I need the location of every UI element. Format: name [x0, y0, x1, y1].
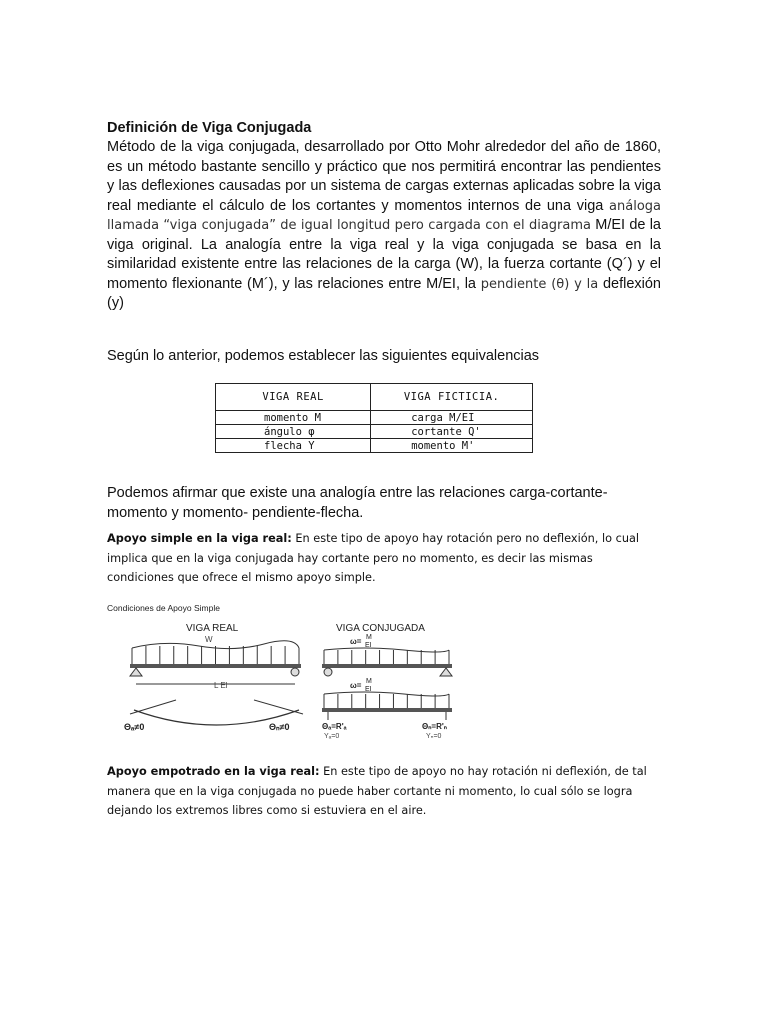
intro-text-1: Método de la viga conjugada, desarrollado por Otto Mohr alrededor del año de 1860, es un método bastante sencillo y práctico que nos permitirá encontrar las pendientes y las deflexiones causadas por un sistema de cargas externas aplicadas sobre la viga real mediante el cálculo de los cortantes y momentos internos de una viga [107, 139, 661, 214]
table-cell: cortante Q' [371, 425, 533, 439]
table-cell: carga M/EI [371, 411, 533, 425]
deflection-right-label: Yₙ=0 [426, 733, 442, 740]
load-w-label: W [205, 635, 213, 644]
table-cell: ángulo φ [216, 425, 371, 439]
fixed-support-label: Apoyo empotrado en la viga real: [107, 765, 320, 778]
table-cell: momento M' [371, 439, 533, 453]
table-cell: momento M [216, 411, 371, 425]
conjugate-support-right-top [440, 668, 452, 676]
reaction-left-label: Θₐ=R'ₐ [322, 722, 347, 731]
real-support-right [291, 668, 299, 676]
table-header-fictitious: VIGA FICTICIA. [371, 384, 533, 411]
table-cell: flecha Y [216, 439, 371, 453]
equivalence-intro: Según lo anterior, podemos establecer las siguientes equivalencias [107, 348, 540, 364]
m-label-top: M [366, 634, 372, 641]
table-row [216, 411, 533, 425]
simple-support-label: Apoyo simple en la viga real: [107, 532, 292, 545]
conjugate-load-bottom [324, 692, 449, 708]
conjugate-beam-label: VIGA CONJUGADA [336, 623, 425, 634]
simple-support-figure [104, 600, 464, 745]
conjugate-beam-bar-top [322, 664, 452, 668]
table-row [216, 425, 533, 439]
fixed-support-text: En este tipo de apoyo no hay rotación ni deflexión, de tal manera que en la viga conjugada no puede haber cortante ni momento, lo cual sólo se logra dejando los extremos libres como si estuviera en el aire. [107, 765, 647, 817]
conjugate-beam-bar-bottom [322, 708, 452, 712]
intro-paragraph [107, 138, 661, 314]
reaction-right-label: Θₙ=R'ₙ [422, 722, 447, 731]
real-load-ticks [146, 646, 285, 664]
tangent-right [254, 700, 303, 714]
intro-text-2: análoga llamada “viga conjugada” de igual longitud pero cargada con el diagrama [107, 198, 661, 233]
theta-right-label: Θₙ≠0 [269, 722, 290, 732]
conjugate-load-top [324, 648, 449, 664]
tangent-left [130, 700, 176, 714]
conjugate-load-ticks-bottom [338, 694, 435, 708]
ei-label-top: EI [365, 642, 372, 649]
m-label-bottom: M [366, 678, 372, 685]
intro-text-4: pendiente (θ) y la [480, 276, 599, 292]
intro-text-5: deflexión (y) [107, 275, 661, 311]
real-beam-label: VIGA REAL [186, 623, 239, 634]
fixed-support-note [107, 762, 662, 821]
table-header-real: VIGA REAL [216, 384, 371, 411]
simple-support-text: En este tipo de apoyo hay rotación pero no deflexión, lo cual implica que en la viga conjugada hay cortante pero no momento, es decir las mismas condiciones que ofrece el mismo apoyo simple. [107, 532, 640, 584]
ei-label-bottom: EI [365, 686, 372, 693]
simple-support-note [107, 529, 662, 588]
section-heading: Definición de Viga Conjugada [107, 120, 312, 136]
table-row [216, 439, 533, 453]
analogy-paragraph: Podemos afirmar que existe una analogía entre las relaciones carga-cortante-momento y momento- pendiente-flecha. [107, 485, 608, 521]
intro-text-3: M/EI de la viga original. La analogía entre la viga real y la viga conjugada se basa en la similaridad existente entre las relaciones de la carga (W), la fuerza cortante (Q´) y el momento flexionante (M´), y las relaciones entre M/EI, la [107, 217, 662, 292]
theta-left-label: Θₐ≠0 [124, 722, 145, 732]
real-beam-bar [130, 664, 301, 668]
deflection-left-label: Yₐ=0 [324, 733, 340, 740]
conjugate-support-left-top [324, 668, 332, 676]
table-header-row [216, 384, 533, 411]
conjugate-load-ticks-top [338, 650, 435, 664]
omega-label-bottom: ω= [350, 681, 362, 690]
omega-label-top: ω= [350, 637, 362, 646]
real-support-left [130, 668, 142, 676]
equivalence-table [215, 383, 533, 453]
figure-title: Condiciones de Apoyo Simple [107, 603, 220, 613]
span-dimension-label: L El [214, 681, 228, 690]
